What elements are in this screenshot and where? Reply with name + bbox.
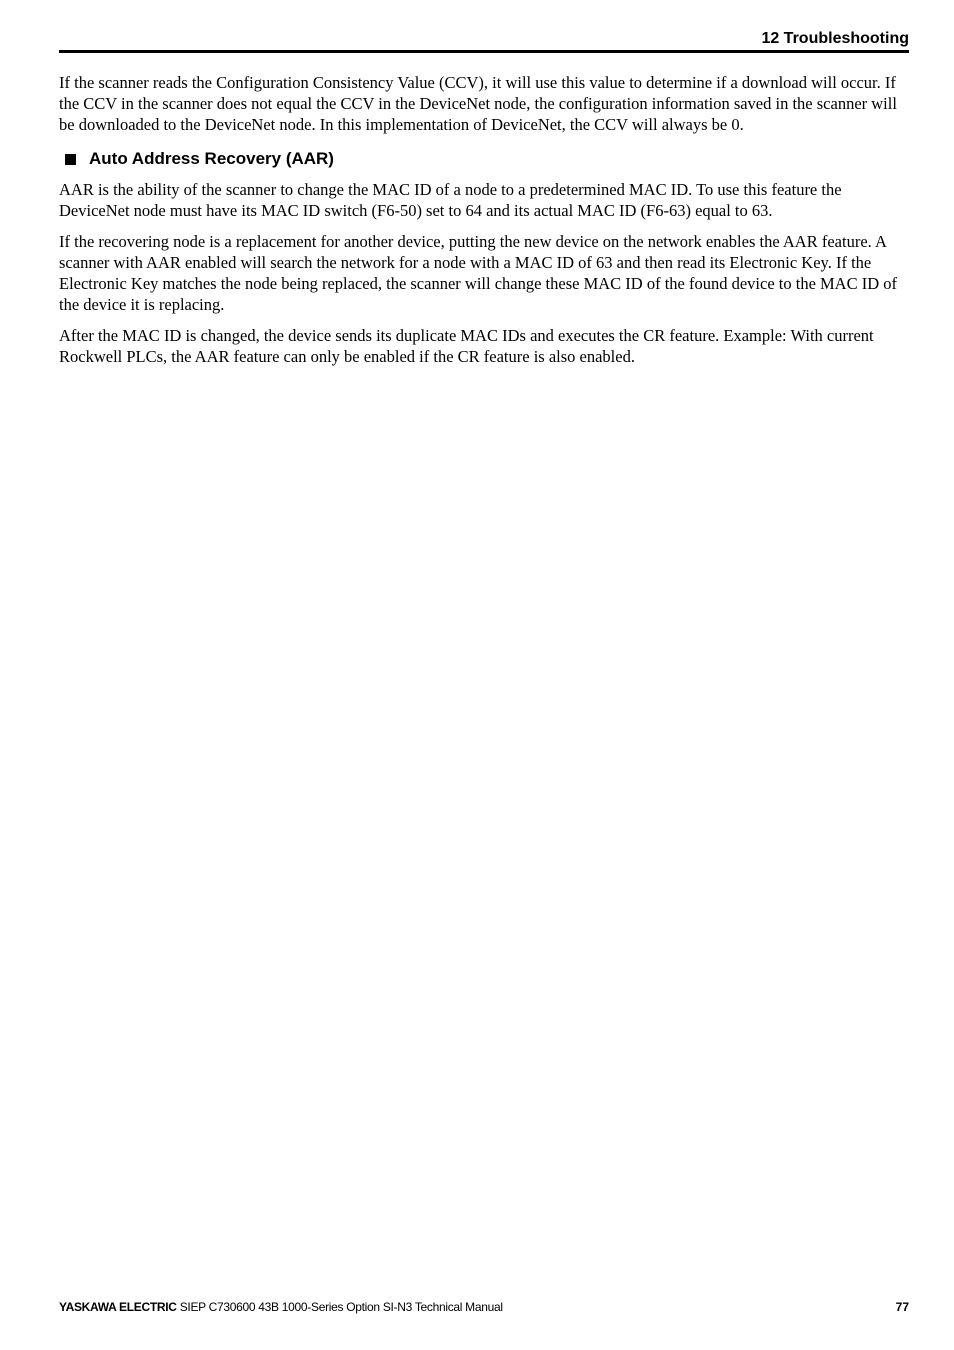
page-content <box>59 72 911 377</box>
footer-brand: YASKAWA ELECTRIC <box>59 1300 177 1314</box>
header-section-title: 12 Troubleshooting <box>761 30 909 47</box>
aar-paragraph-1: AAR is the ability of the scanner to change the MAC ID of a node to a predetermined MAC ID. To use this feature the DeviceNet node must have its MAC ID switch (F6-50) set to 64 and its actual MAC ID (F6-63) equal to 63. <box>59 180 842 220</box>
section-heading <box>65 148 911 170</box>
aar-paragraph-3: After the MAC ID is changed, the device sends its duplicate MAC IDs and executes the CR feature. Example: With current Rockwell PLCs, the AAR feature can only be enabled if the CR feature is also enabled. <box>59 326 874 366</box>
page-number: 77 <box>895 1300 909 1314</box>
page-header <box>59 28 909 53</box>
page-footer <box>59 1299 909 1315</box>
square-bullet-icon <box>65 154 76 165</box>
footer-manual-info <box>59 1299 503 1315</box>
intro-paragraph: If the scanner reads the Configuration Consistency Value (CCV), it will use this value to determine if a download will occur. If the CCV in the scanner does not equal the CCV in the DeviceNet node, the configuration information saved in the scanner will be downloaded to the DeviceNet node. In this implementation of DeviceNet, the CCV will always be 0. <box>59 73 897 134</box>
footer-manual-title: SIEP C730600 43B 1000-Series Option SI-N3 Technical Manual <box>176 1300 503 1314</box>
aar-paragraph-2: If the recovering node is a replacement for another device, putting the new device on the network enables the AAR feature. A scanner with AAR enabled will search the network for a node with a MAC ID of 63 and then read its Electronic Key. If the Electronic Key matches the node being replaced, the scanner will change these MAC ID of the found device to the MAC ID of the device it is replacing. <box>59 232 898 314</box>
section-heading-text: Auto Address Recovery (AAR) <box>89 149 334 168</box>
